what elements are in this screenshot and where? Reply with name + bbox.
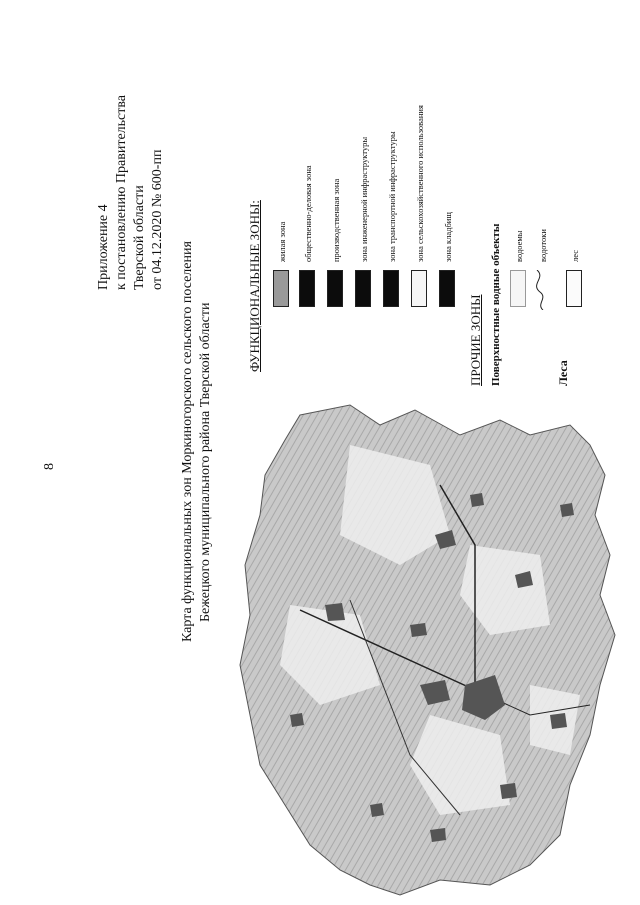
residential-zone [370,803,384,817]
residential-zone-swatch [273,270,289,307]
legend-label-residential: жилая зона [277,221,287,262]
residential-zone [430,828,446,842]
residential-zone [560,503,574,517]
residential-zone [500,783,517,799]
appendix-line-2: к постановлению Правительства [114,94,129,290]
legend-label-cemetery: зона кладбищ [443,212,453,262]
transport-infrastructure-zone-swatch [383,270,399,307]
map-title-line-1: Карта функциональных зон Моркиногорского сельского поселения [180,241,195,642]
cemetery-zone-swatch [439,270,455,307]
agricultural-zone-swatch [411,270,427,307]
legend-label-watercourses: водотоки [538,229,548,262]
residential-zone [410,623,427,637]
appendix-line-1: Приложение 4 [96,204,111,290]
appendix-line-4: от 04.12.2020 № 600-пп [150,149,165,290]
residential-zone [290,713,304,727]
forests-heading: Леса [556,360,570,386]
page-number: 8 [42,463,57,470]
legend-label-forest: лес [570,250,580,262]
public-business-zone-swatch [299,270,315,307]
legend-label-production: производственная зона [331,178,341,262]
legend-label-transport: зона транспортной инфраструктуры [387,131,397,262]
legend-label-public-business: общественно-деловая зона [303,165,313,262]
residential-zone [550,713,567,729]
residential-zone [325,603,345,621]
map-title-line-2: Бежецкого муниципального района Тверской области [198,302,213,622]
engineering-infrastructure-zone-swatch [355,270,371,307]
forest-swatch [566,270,582,307]
water-body-swatch [510,270,526,307]
legend-label-agricultural: зона сельскохозяйственного использования [415,105,425,262]
legend-label-engineering: зона инженерной инфраструктуры [359,136,369,262]
production-zone-swatch [327,270,343,307]
functional-zones-heading: ФУНКЦИОНАЛЬНЫЕ ЗОНЫ: [247,200,262,372]
watercourse-line-icon [534,270,550,310]
appendix-line-3: Тверской области [132,185,147,290]
functional-zones-map [230,385,640,905]
residential-zone [470,493,484,507]
surface-water-heading: Поверхностные водные объекты [490,223,502,386]
other-zones-heading: ПРОЧИЕ ЗОНЫ [468,294,483,386]
legend-label-water-bodies: водоемы [514,230,524,262]
